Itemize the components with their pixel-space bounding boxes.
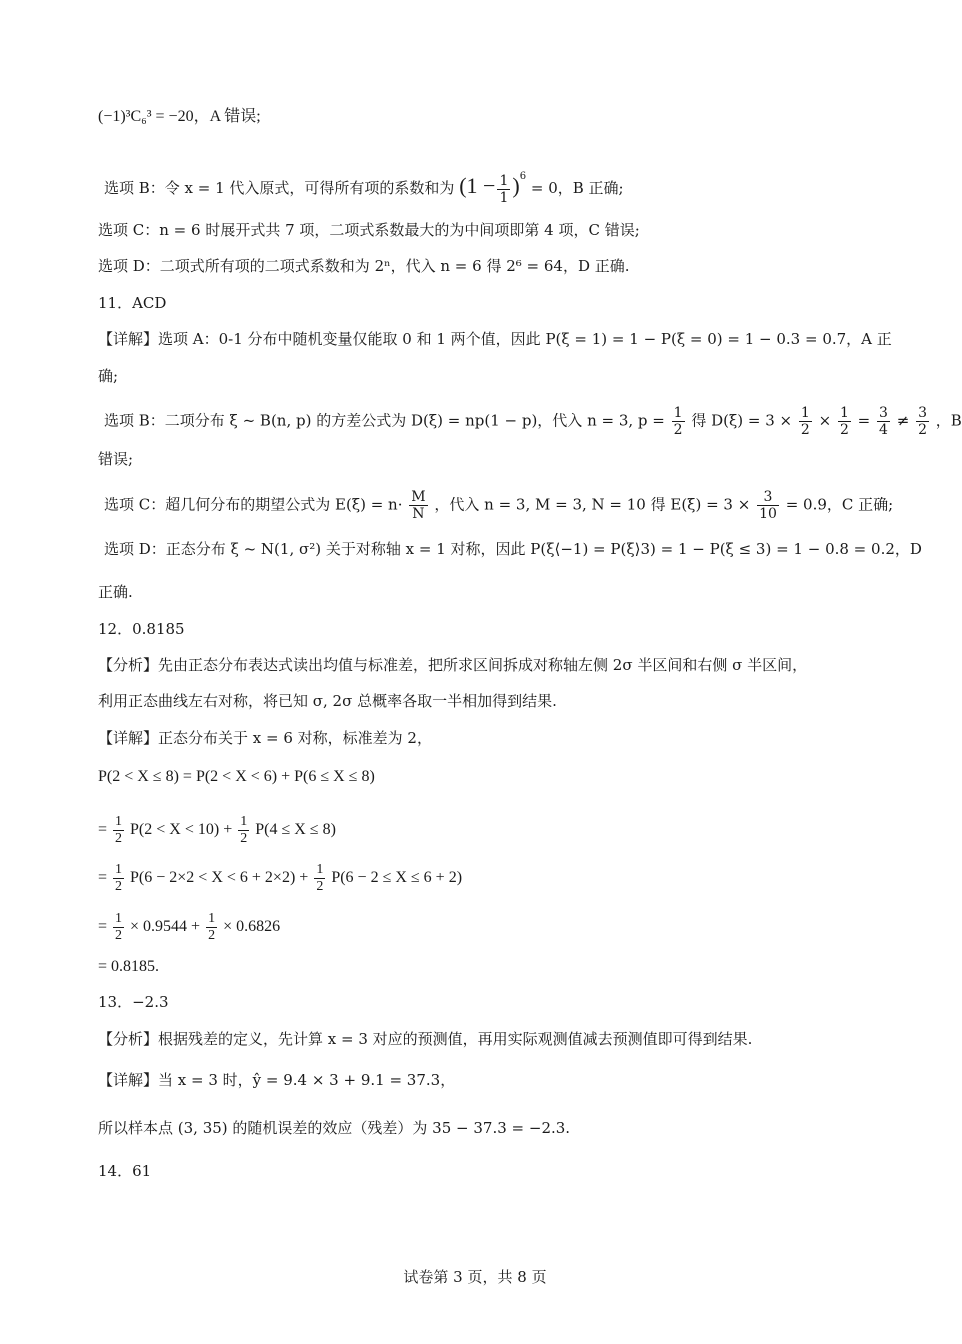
- fraction: $\frac{1}{2}$: [800, 405, 810, 438]
- equation-line: P(2 < X ≤ 8) = P(2 < X < 6) + P(6 ≤ X ≤ 8): [98, 768, 375, 785]
- text-line: 【详解】选项 A：0-1 分布中随机变量仅能取 0 和 1 两个值，因此 P(ξ = 1) = 1 − P(ξ = 0) = 1 − 0.3 = 0.7，A 正: [98, 330, 892, 348]
- question-number: 14．61: [98, 1162, 152, 1180]
- text-line: 选项 B：令 x = 1 代入原式，可得所有项的系数和为 (1 − $\frac{1}{1}$ )$^6$ = 0，B 正确;: [104, 171, 624, 206]
- fraction: $\frac{1}{2}$: [115, 814, 123, 846]
- math-expression: (1 −: [459, 173, 496, 198]
- text-line: (−1)³C₆³ = −20，A 错误;: [98, 108, 261, 125]
- fraction: $\frac{3}{4}$: [879, 405, 888, 438]
- equation-line: = $\frac{1}{2}$ × 0.9544 + $\frac{1}{2}$ × 0.6826: [98, 911, 281, 943]
- text-line: 选项 D：二项式所有项的二项式系数和为 2ⁿ，代入 n = 6 得 2⁶ = 64，D 正确.: [98, 257, 630, 275]
- text-line: 选项 D：正态分布 ξ ~ N(1, σ²) 关于对称轴 x = 1 对称，因此 P(ξ⟨−1) = P(ξ⟩3) = 1 − P(ξ ≤ 3) = 1 − 0.8 = 0.2，D: [104, 540, 922, 558]
- text-line: 【分析】根据残差的定义，先计算 x = 3 对应的预测值，再用实际观测值减去预测值即可得到结果.: [98, 1030, 753, 1048]
- text-line: 利用正态曲线左右对称，将已知 σ, 2σ 总概率各取一半相加得到结果.: [98, 692, 557, 710]
- page-footer: 试卷第 3 页，共 8 页: [403, 1268, 547, 1286]
- question-number: 13．−2.3: [98, 993, 169, 1011]
- fraction: $\frac{3}{2}$: [918, 405, 927, 438]
- text-line: 【分析】先由正态分布表达式读出均值与标准差，把所求区间拆成对称轴左侧 2σ 半区间和右侧 σ 半区间，: [98, 656, 808, 674]
- text-line: 选项 B：二项分布 ξ ~ B(n, p) 的方差公式为 D(ξ) = np(1 − p)，代入 n = 3, p = $\frac{1}{2}$ 得 D(ξ) = 3 × $\frac{1}{2}$ × $\frac{1}{2}$ = $\frac{3}{4}$ ≠ $\frac{3}{2}$ ，B: [104, 405, 962, 438]
- fraction: $\frac{1}{1}$: [499, 172, 509, 206]
- fraction: $\frac{1}{2}$: [316, 862, 324, 894]
- fraction: $\frac{1}{2}$: [673, 405, 683, 438]
- text-line: 【详解】当 x = 3 时，ŷ = 9.4 × 3 + 9.1 = 37.3，: [98, 1071, 456, 1089]
- equation-line: = $\frac{1}{2}$ P(2 < X < 10) + $\frac{1}{2}$ P(4 ≤ X ≤ 8): [98, 814, 336, 846]
- fraction: $\frac{1}{2}$: [240, 814, 248, 846]
- fraction: $\frac{1}{2}$: [208, 911, 216, 943]
- equation-line: = $\frac{1}{2}$ P(6 − 2×2 < X < 6 + 2×2) + $\frac{1}{2}$ P(6 − 2 ≤ X ≤ 6 + 2): [98, 862, 463, 894]
- fraction: $\frac{1}{2}$: [115, 911, 123, 943]
- fraction: $\frac{1}{2}$: [839, 405, 849, 438]
- fraction: $\frac{1}{2}$: [115, 862, 123, 894]
- text-line: 选项 C：n = 6 时展开式共 7 项，二项式系数最大的为中间项即第 4 项，C 错误;: [98, 221, 640, 239]
- text-line: 选项 C：超几何分布的期望公式为 E(ξ) = n· $\frac{M}{N}$ ，代入 n = 3, M = 3, N = 10 得 E(ξ) = 3 × $\frac{3}{10}$ = 0.9，C 正确;: [104, 489, 894, 522]
- question-number: 12．0.8185: [98, 620, 185, 638]
- question-number: 11．ACD: [98, 294, 167, 312]
- text-line: 【详解】正态分布关于 x = 6 对称，标准差为 2，: [98, 729, 432, 747]
- text-line: 所以样本点 (3, 35) 的随机误差的效应（残差）为 35 − 37.3 = −2.3.: [98, 1119, 571, 1137]
- equation-line: = 0.8185.: [98, 958, 160, 975]
- text-line: 确;: [98, 367, 119, 385]
- text-line: 正确.: [98, 583, 133, 601]
- text-line: 错误;: [98, 450, 134, 468]
- fraction: $\frac{M}{N}$: [411, 489, 426, 522]
- fraction: $\frac{3}{10}$: [759, 489, 777, 522]
